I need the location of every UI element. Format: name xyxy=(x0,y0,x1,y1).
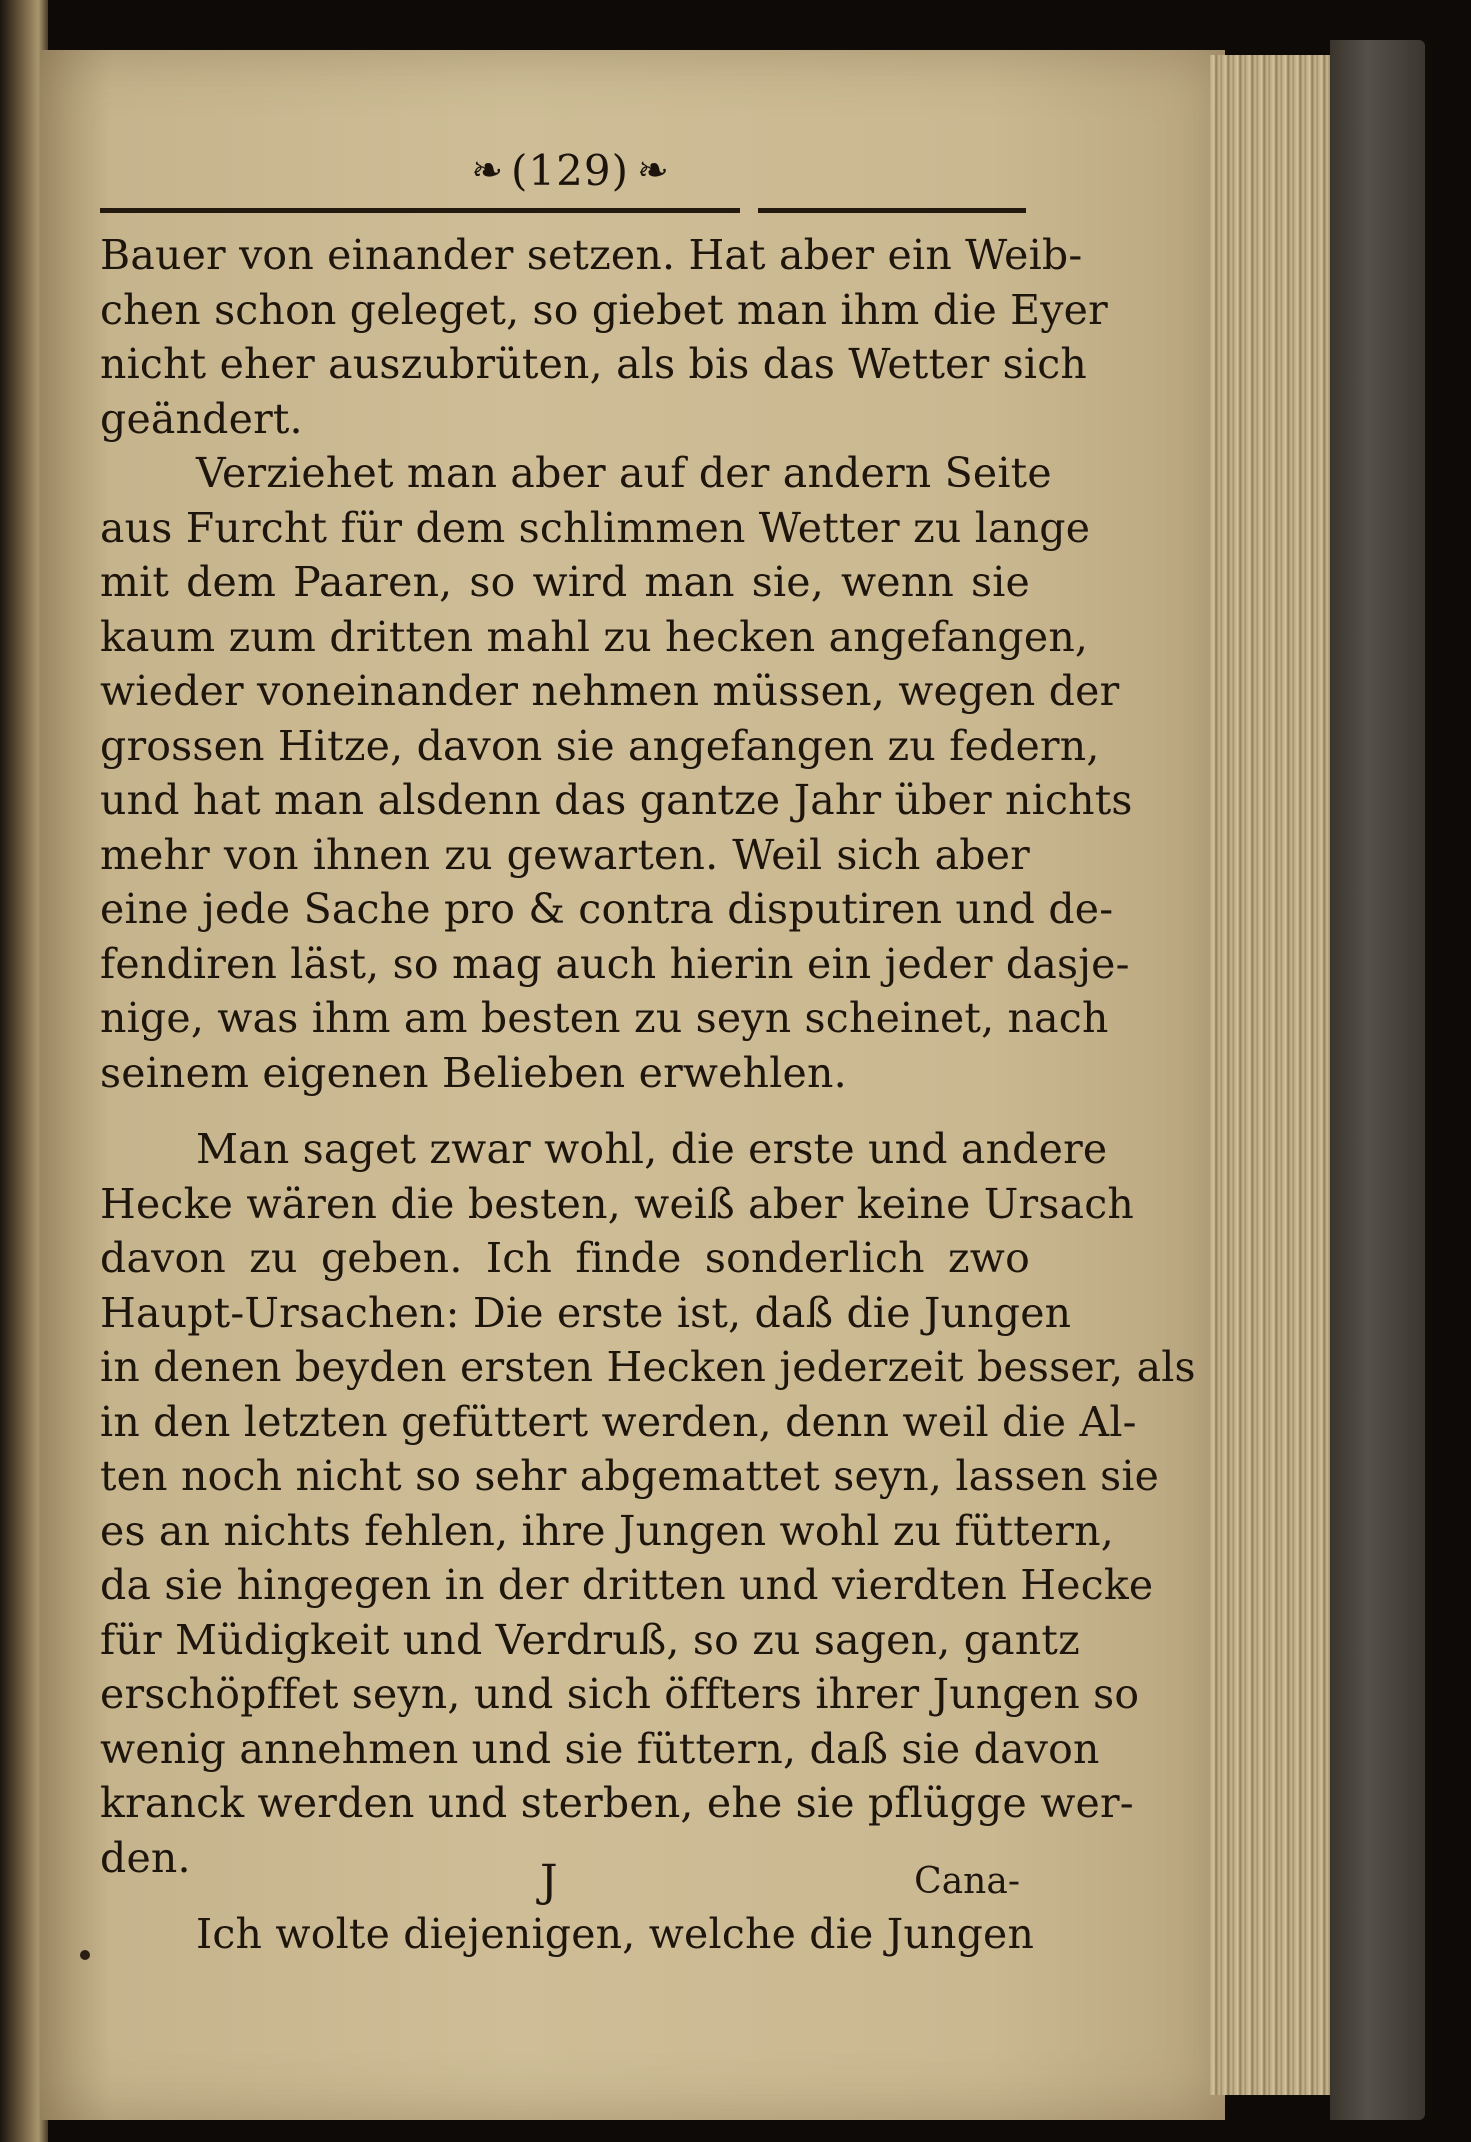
paragraph xyxy=(100,1907,1035,1962)
text-line: Ich wolte diejenigen, welche die Jungen xyxy=(196,1910,1035,1958)
text-line: erschöpffet seyn, und sich öffters ihrer Jungen so xyxy=(100,1670,1140,1718)
text-line: davon zu geben. Ich finde sonderlich zwo xyxy=(100,1234,1030,1282)
header-rule-left xyxy=(100,208,740,213)
text-line: kaum zum dritten mahl zu hecken angefangen, xyxy=(100,612,1089,661)
signature-mark: J xyxy=(540,1856,558,1907)
page-number: (129) xyxy=(511,145,629,195)
ornament-left-icon: ❧ xyxy=(471,148,504,192)
book-cover xyxy=(1330,40,1425,2120)
text-line: aus Furcht für dem schlimmen Wetter zu lange xyxy=(100,503,1091,552)
page-block-edges xyxy=(1210,55,1340,2095)
paragraph xyxy=(100,1122,1196,1885)
text-line: chen schon geleget, so giebet man ihm die Eyer xyxy=(100,285,1108,334)
text-line: kranck werden und sterben, ehe sie pflügge wer- xyxy=(100,1779,1134,1827)
text-line: in den letzten gefüttert werden, denn weil die Al- xyxy=(100,1397,1137,1446)
text-line: wenig annehmen und sie füttern, daß sie davon xyxy=(100,1724,1100,1773)
text-line: den. xyxy=(100,1833,191,1882)
catchword: Cana- xyxy=(914,1861,1020,1902)
body-text xyxy=(100,228,1196,1962)
text-line: fendiren läst, so mag auch hierin ein jeder dasje- xyxy=(100,939,1130,988)
text-line: ten noch nicht so sehr abgemattet seyn, lassen sie xyxy=(100,1452,1160,1500)
running-head xyxy=(430,140,710,200)
text-line: für Müdigkeit und Verdruß, so zu sagen, gantz xyxy=(100,1615,1080,1664)
text-line: Man saget zwar wohl, die erste und andere xyxy=(196,1125,1108,1173)
ink-spot xyxy=(80,1950,90,1960)
text-line: wieder voneinander nehmen müssen, wegen der xyxy=(100,667,1120,715)
text-line: Verziehet man aber auf der andern Seite xyxy=(196,449,1052,497)
paragraph xyxy=(100,446,1133,1100)
text-line: Haupt-Ursachen: Die erste ist, daß die Jungen xyxy=(100,1288,1072,1337)
text-line: Bauer von einander setzen. Hat aber ein Weib- xyxy=(100,231,1083,279)
text-line: nige, was ihm am besten zu seyn scheinet, nach xyxy=(100,994,1109,1042)
ornament-right-icon: ❧ xyxy=(636,148,669,192)
text-line: mehr von ihnen zu gewarten. Weil sich aber xyxy=(100,830,1030,879)
text-line: grossen Hitze, davon sie angefangen zu federn, xyxy=(100,721,1100,770)
page-footer xyxy=(100,1855,1030,1909)
paragraph xyxy=(100,228,1108,446)
text-line: und hat man alsdenn das gantze Jahr über nichts xyxy=(100,776,1133,824)
text-line: mit dem Paaren, so wird man sie, wenn sie xyxy=(100,558,1030,606)
header-rule-right xyxy=(758,208,1026,213)
text-line: es an nichts fehlen, ihre Jungen wohl zu füttern, xyxy=(100,1506,1114,1555)
text-line: in denen beyden ersten Hecken jederzeit besser, als xyxy=(100,1343,1196,1391)
text-line: Hecke wären die besten, weiß aber keine Ursach xyxy=(100,1179,1134,1228)
text-line: eine jede Sache pro & contra disputiren und de- xyxy=(100,885,1114,933)
text-line: geändert. xyxy=(100,394,303,443)
text-line: seinem eigenen Belieben erwehlen. xyxy=(100,1048,847,1097)
text-line: da sie hingegen in der dritten und vierdten Hecke xyxy=(100,1561,1154,1609)
text-line: nicht eher auszubrüten, als bis das Wetter sich xyxy=(100,340,1087,388)
